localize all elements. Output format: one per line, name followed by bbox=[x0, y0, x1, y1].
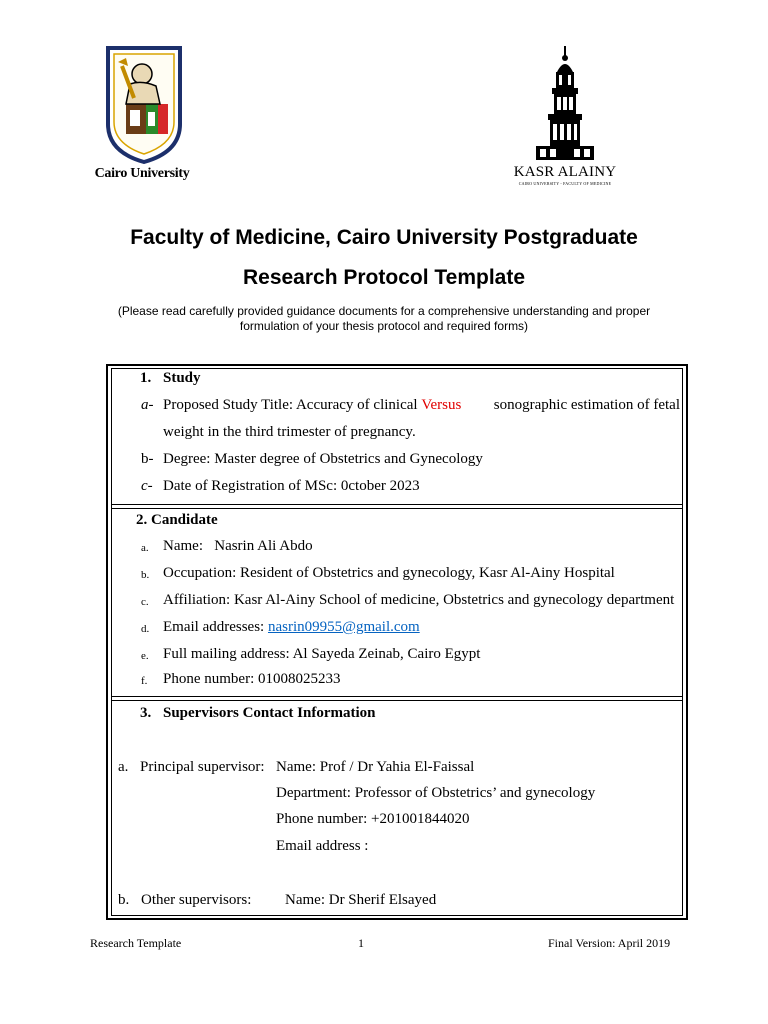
study-degree: Degree: Master degree of Obstetrics and Gynecology bbox=[163, 451, 483, 467]
candidate-item-marker: b. bbox=[141, 569, 150, 581]
study-item-a-line2: weight in the third trimester of pregnancy. bbox=[163, 424, 416, 440]
other-supervisor-name: Name: Dr Sherif Elsayed bbox=[285, 892, 437, 908]
candidate-item-marker: c. bbox=[141, 596, 149, 608]
kasr-alainy-tower-logo bbox=[532, 44, 598, 164]
study-item-c-marker: c- bbox=[141, 478, 153, 494]
kasr-alainy-subcaption: CAIRO UNIVERSITY - FACULTY OF MEDICINE bbox=[518, 181, 612, 186]
guidance-note bbox=[96, 304, 672, 334]
principal-supervisor-name: Name: Prof / Dr Yahia El-Faissal bbox=[276, 759, 475, 775]
principal-supervisor-department: Department: Professor of Obstetrics’ and gynecology bbox=[276, 785, 596, 801]
candidate-occupation: Occupation: Resident of Obstetrics and gynecology, Kasr Al-Ainy Hospital bbox=[163, 565, 615, 581]
section-divider bbox=[111, 700, 683, 701]
supervisors-heading-number: 3. bbox=[140, 705, 152, 721]
principal-supervisor-marker: a. bbox=[118, 759, 129, 775]
candidate-phone: Phone number: 01008025233 bbox=[163, 671, 341, 687]
other-supervisors-marker: b. bbox=[118, 892, 130, 908]
candidate-item-marker: e. bbox=[141, 650, 149, 662]
guidance-note-line1: (Please read carefully provided guidance documents for a comprehensive understanding and proper bbox=[117, 304, 651, 318]
study-item-a-marker: a- bbox=[141, 397, 154, 413]
candidate-mailing-address: Full mailing address: Al Sayeda Zeinab, Cairo Egypt bbox=[163, 646, 481, 662]
principal-supervisor-email: Email address : bbox=[276, 838, 369, 854]
candidate-name: Name: Nasrin Ali Abdo bbox=[163, 538, 313, 554]
supervisors-heading: Supervisors Contact Information bbox=[163, 705, 376, 721]
candidate-email-row bbox=[163, 619, 420, 636]
candidate-email-label: Email addresses: bbox=[163, 619, 268, 635]
section-divider bbox=[111, 696, 683, 697]
candidate-affiliation: Affiliation: Kasr Al-Ainy School of medicine, Obstetrics and gynecology department bbox=[163, 592, 675, 608]
section-divider bbox=[111, 508, 683, 509]
study-title-highlight: Versus bbox=[421, 397, 462, 413]
candidate-heading: 2. Candidate bbox=[136, 512, 218, 528]
footer-page-number: 1 bbox=[358, 936, 364, 950]
document-title-line1: Faculty of Medicine, Cairo University Postgraduate bbox=[130, 226, 638, 249]
cairo-university-logo bbox=[104, 44, 184, 164]
candidate-item-marker: a. bbox=[141, 542, 149, 554]
candidate-item-marker: d. bbox=[141, 623, 150, 635]
candidate-email-link[interactable]: nasrin09955@gmail.com bbox=[267, 619, 420, 635]
candidate-item-marker: f. bbox=[141, 675, 148, 687]
principal-supervisor-phone: Phone number: +201001844020 bbox=[276, 811, 470, 827]
footer-left: Research Template bbox=[90, 936, 182, 950]
study-heading-number: 1. bbox=[140, 370, 152, 386]
study-title-prefix: Proposed Study Title: Accuracy of clinical bbox=[163, 397, 422, 413]
study-item-a-line1 bbox=[163, 397, 680, 414]
study-registration-date: Date of Registration of MSc: 0ctober 2023 bbox=[163, 478, 420, 494]
section-divider bbox=[111, 504, 683, 505]
principal-supervisor-label: Principal supervisor: bbox=[140, 759, 265, 775]
document-title-line2: Research Protocol Template bbox=[242, 266, 526, 289]
study-heading: Study bbox=[163, 370, 201, 386]
guidance-note-line2: formulation of your thesis protocol and required forms) bbox=[239, 319, 529, 333]
footer-right: Final Version: April 2019 bbox=[548, 936, 671, 950]
study-title-suffix: sonographic estimation of fetal bbox=[490, 397, 680, 413]
kasr-alainy-caption: KASR ALAINY bbox=[513, 164, 617, 180]
study-item-b-marker: b- bbox=[141, 451, 154, 467]
other-supervisors-label: Other supervisors: bbox=[141, 892, 252, 908]
cairo-university-caption: Cairo University bbox=[94, 166, 190, 181]
